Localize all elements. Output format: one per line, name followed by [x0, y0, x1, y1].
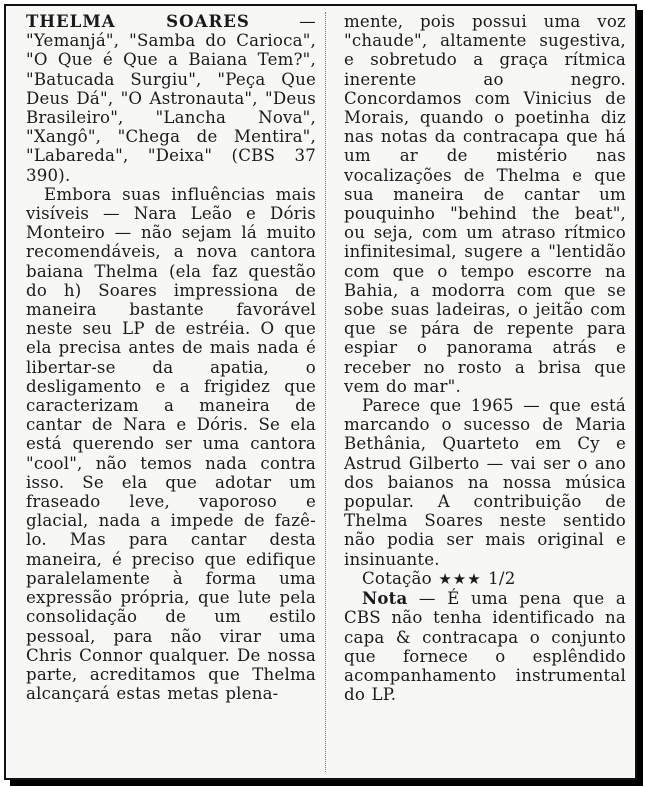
note-text: — É uma pena que a CBS não tenha identificado na capa & contracapa o conjunto que fornece o esplêndido acompanhamento instrumental do LP.: [344, 589, 626, 705]
column-divider: [325, 12, 326, 772]
rating-stars: ★★★: [438, 569, 482, 588]
left-column: [26, 12, 316, 703]
review-paragraph-1: Embora suas influências mais visíveis — Nara Leão e Dóris Monteiro — não sejam lá muito recomendáveis, a nova cantora baiana Thelma (ela faz questão do h) Soares impressiona de maneira bastante favorável neste seu LP de estréia. O que ela precisa antes de mais nada é libertar-se da apatia, o desligamento e a frigidez que caracterizam a maneira de cantar de Nara e Dóris. Se ela está querendo ser uma cantora "cool", não temos nada contra isso. Se ela que adotar um fraseado leve, vaporoso e glacial, nada a impede de fazê-lo. Mas para cantar desta maneira, é preciso que edifique paralelamente à forma uma expressão própria, que lute pela consolidação de um estilo pessoal, para não virar uma Chris Connor qualquer. De nossa parte, acreditamos que Thelma alcançará estas metas plena-: [26, 184, 316, 704]
review-paragraph-2: Parece que 1965 — que está marcando o sucesso de Maria Bethânia, Quarteto em Cy e Astrud Gilberto — vai ser o ano dos baianos na nossa música popular. A contribuição de Thelma Soares neste sentido não podia ser mais original e insinuante.: [344, 396, 626, 569]
note-paragraph: [344, 589, 626, 704]
track-list: — "Yemanjá", "Samba do Carioca", "O Que é Que a Baiana Tem?", "Batucada Surgiu", "Peça Que Deus Dá", "O Astronauta", "Deus Brasileiro", "Lancha Nova", "Xangô", "Chega de Mentira", "Labareda", "Deixa" (CBS 37 390).: [26, 12, 316, 185]
review-heading: [26, 12, 316, 185]
rating-value: 1/2: [488, 568, 516, 588]
rating-label: Cotação: [362, 568, 432, 588]
review-paragraph-1-continued: mente, pois possui uma voz "chaude", altamente sugestiva, e sobretudo a graça rítmica inerente ao negro. Concordamos com Vinicius de Morais, quando o poetinha diz nas notas da contracapa que há um ar de mistério nas vocalizações de Thelma e que sua maneira de cantar um pouquinho "behind the beat", ou seja, com um atraso rítmico infinitesimal, sugere a "lentidão com que o tempo escorre na Bahia, a modorra com que se sobe suas ladeiras, o jeitão com que se pára de repente para espiar o panorama atrás e receber no rosto a brisa que vem do mar".: [344, 12, 626, 396]
note-label: Nota: [362, 588, 408, 609]
newspaper-clipping: [4, 4, 637, 780]
rating-line: [344, 569, 626, 589]
right-column: [344, 12, 626, 704]
artist-name: THELMA SOARES: [26, 11, 250, 31]
